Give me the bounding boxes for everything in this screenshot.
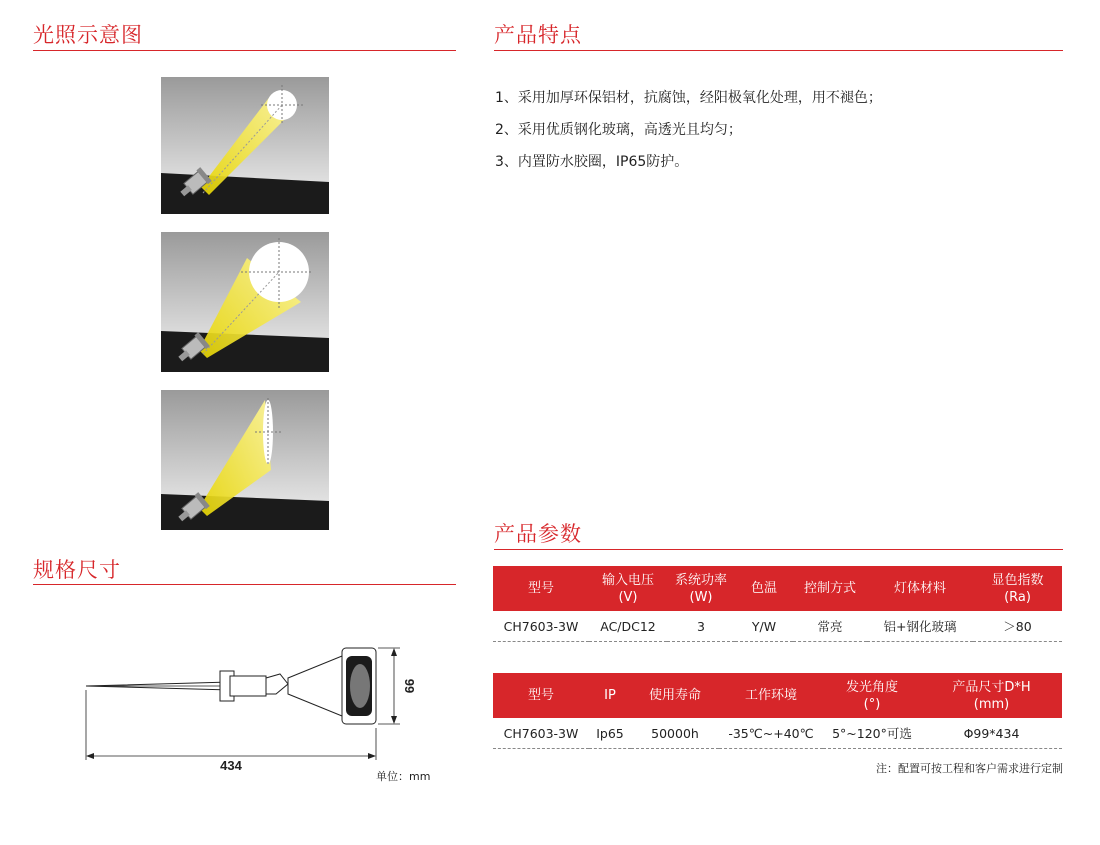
table-header-cell: 显色指数 (Ra) xyxy=(973,566,1062,611)
table-header-cell: 使用寿命 xyxy=(631,673,719,718)
section-title-features: 产品特点 xyxy=(494,23,582,47)
customization-note: 注：配置可按工程和客户需求进行定制 xyxy=(876,762,1063,775)
section-rule xyxy=(33,50,456,51)
beam-diagram-spot xyxy=(161,77,329,214)
table-header-cell: 系统功率 (W) xyxy=(667,566,735,611)
table-header-cell: 输入电压 (V) xyxy=(589,566,667,611)
feature-item: 3、内置防水胶圈，IP65防护。 xyxy=(495,154,689,170)
table-cell: 常亮 xyxy=(793,611,867,642)
table-header-cell: IP xyxy=(589,673,631,718)
table-cell: Φ99*434 xyxy=(921,718,1062,749)
table-header-cell: 型号 xyxy=(493,566,589,611)
diameter-dimension-label: 99 xyxy=(402,678,417,694)
section-title-light-diagram: 光照示意图 xyxy=(33,23,143,47)
table-cell: CH7603-3W xyxy=(493,611,589,642)
feature-item: 2、采用优质钢化玻璃，高透光且均匀； xyxy=(495,122,742,138)
table-cell: 3 xyxy=(667,611,735,642)
table-header-row xyxy=(493,673,1062,718)
table-header-cell: 灯体材料 xyxy=(867,566,973,611)
unit-label: 单位：mm xyxy=(376,770,431,783)
table-row xyxy=(493,718,1062,749)
table-cell: Ip65 xyxy=(589,718,631,749)
table-header-cell: 色温 xyxy=(735,566,793,611)
table-cell: ＞80 xyxy=(973,611,1062,642)
param-table-2 xyxy=(493,673,1062,749)
table-header-cell: 控制方式 xyxy=(793,566,867,611)
table-row xyxy=(493,611,1062,642)
length-dimension-label: 434 xyxy=(220,758,242,773)
table-header-cell: 产品尺寸D*H (mm) xyxy=(921,673,1062,718)
table-header-row xyxy=(493,566,1062,611)
table-header-cell: 型号 xyxy=(493,673,589,718)
table-cell: 50000h xyxy=(631,718,719,749)
table-cell: -35℃~+40℃ xyxy=(719,718,823,749)
table-cell: 5°~120°可选 xyxy=(823,718,921,749)
table-header-cell: 发光角度 (°) xyxy=(823,673,921,718)
feature-list xyxy=(495,82,882,178)
feature-item: 1、采用加厚环保铝材，抗腐蚀，经阳极氧化处理，用不褪色； xyxy=(495,90,882,106)
beam-diagram-wide xyxy=(161,390,329,530)
section-rule xyxy=(33,584,456,585)
table-cell: 铝+钢化玻璃 xyxy=(867,611,973,642)
table-header-cell: 工作环境 xyxy=(719,673,823,718)
param-table-1 xyxy=(493,566,1062,642)
table-cell: AC/DC12 xyxy=(589,611,667,642)
beam-diagram-medium xyxy=(161,232,329,372)
section-title-dimensions: 规格尺寸 xyxy=(33,558,121,582)
table-cell: CH7603-3W xyxy=(493,718,589,749)
table-cell: Y/W xyxy=(735,611,793,642)
section-rule xyxy=(494,50,1063,51)
dimension-drawing xyxy=(80,638,430,778)
section-title-params: 产品参数 xyxy=(494,522,582,546)
section-rule xyxy=(494,549,1063,550)
